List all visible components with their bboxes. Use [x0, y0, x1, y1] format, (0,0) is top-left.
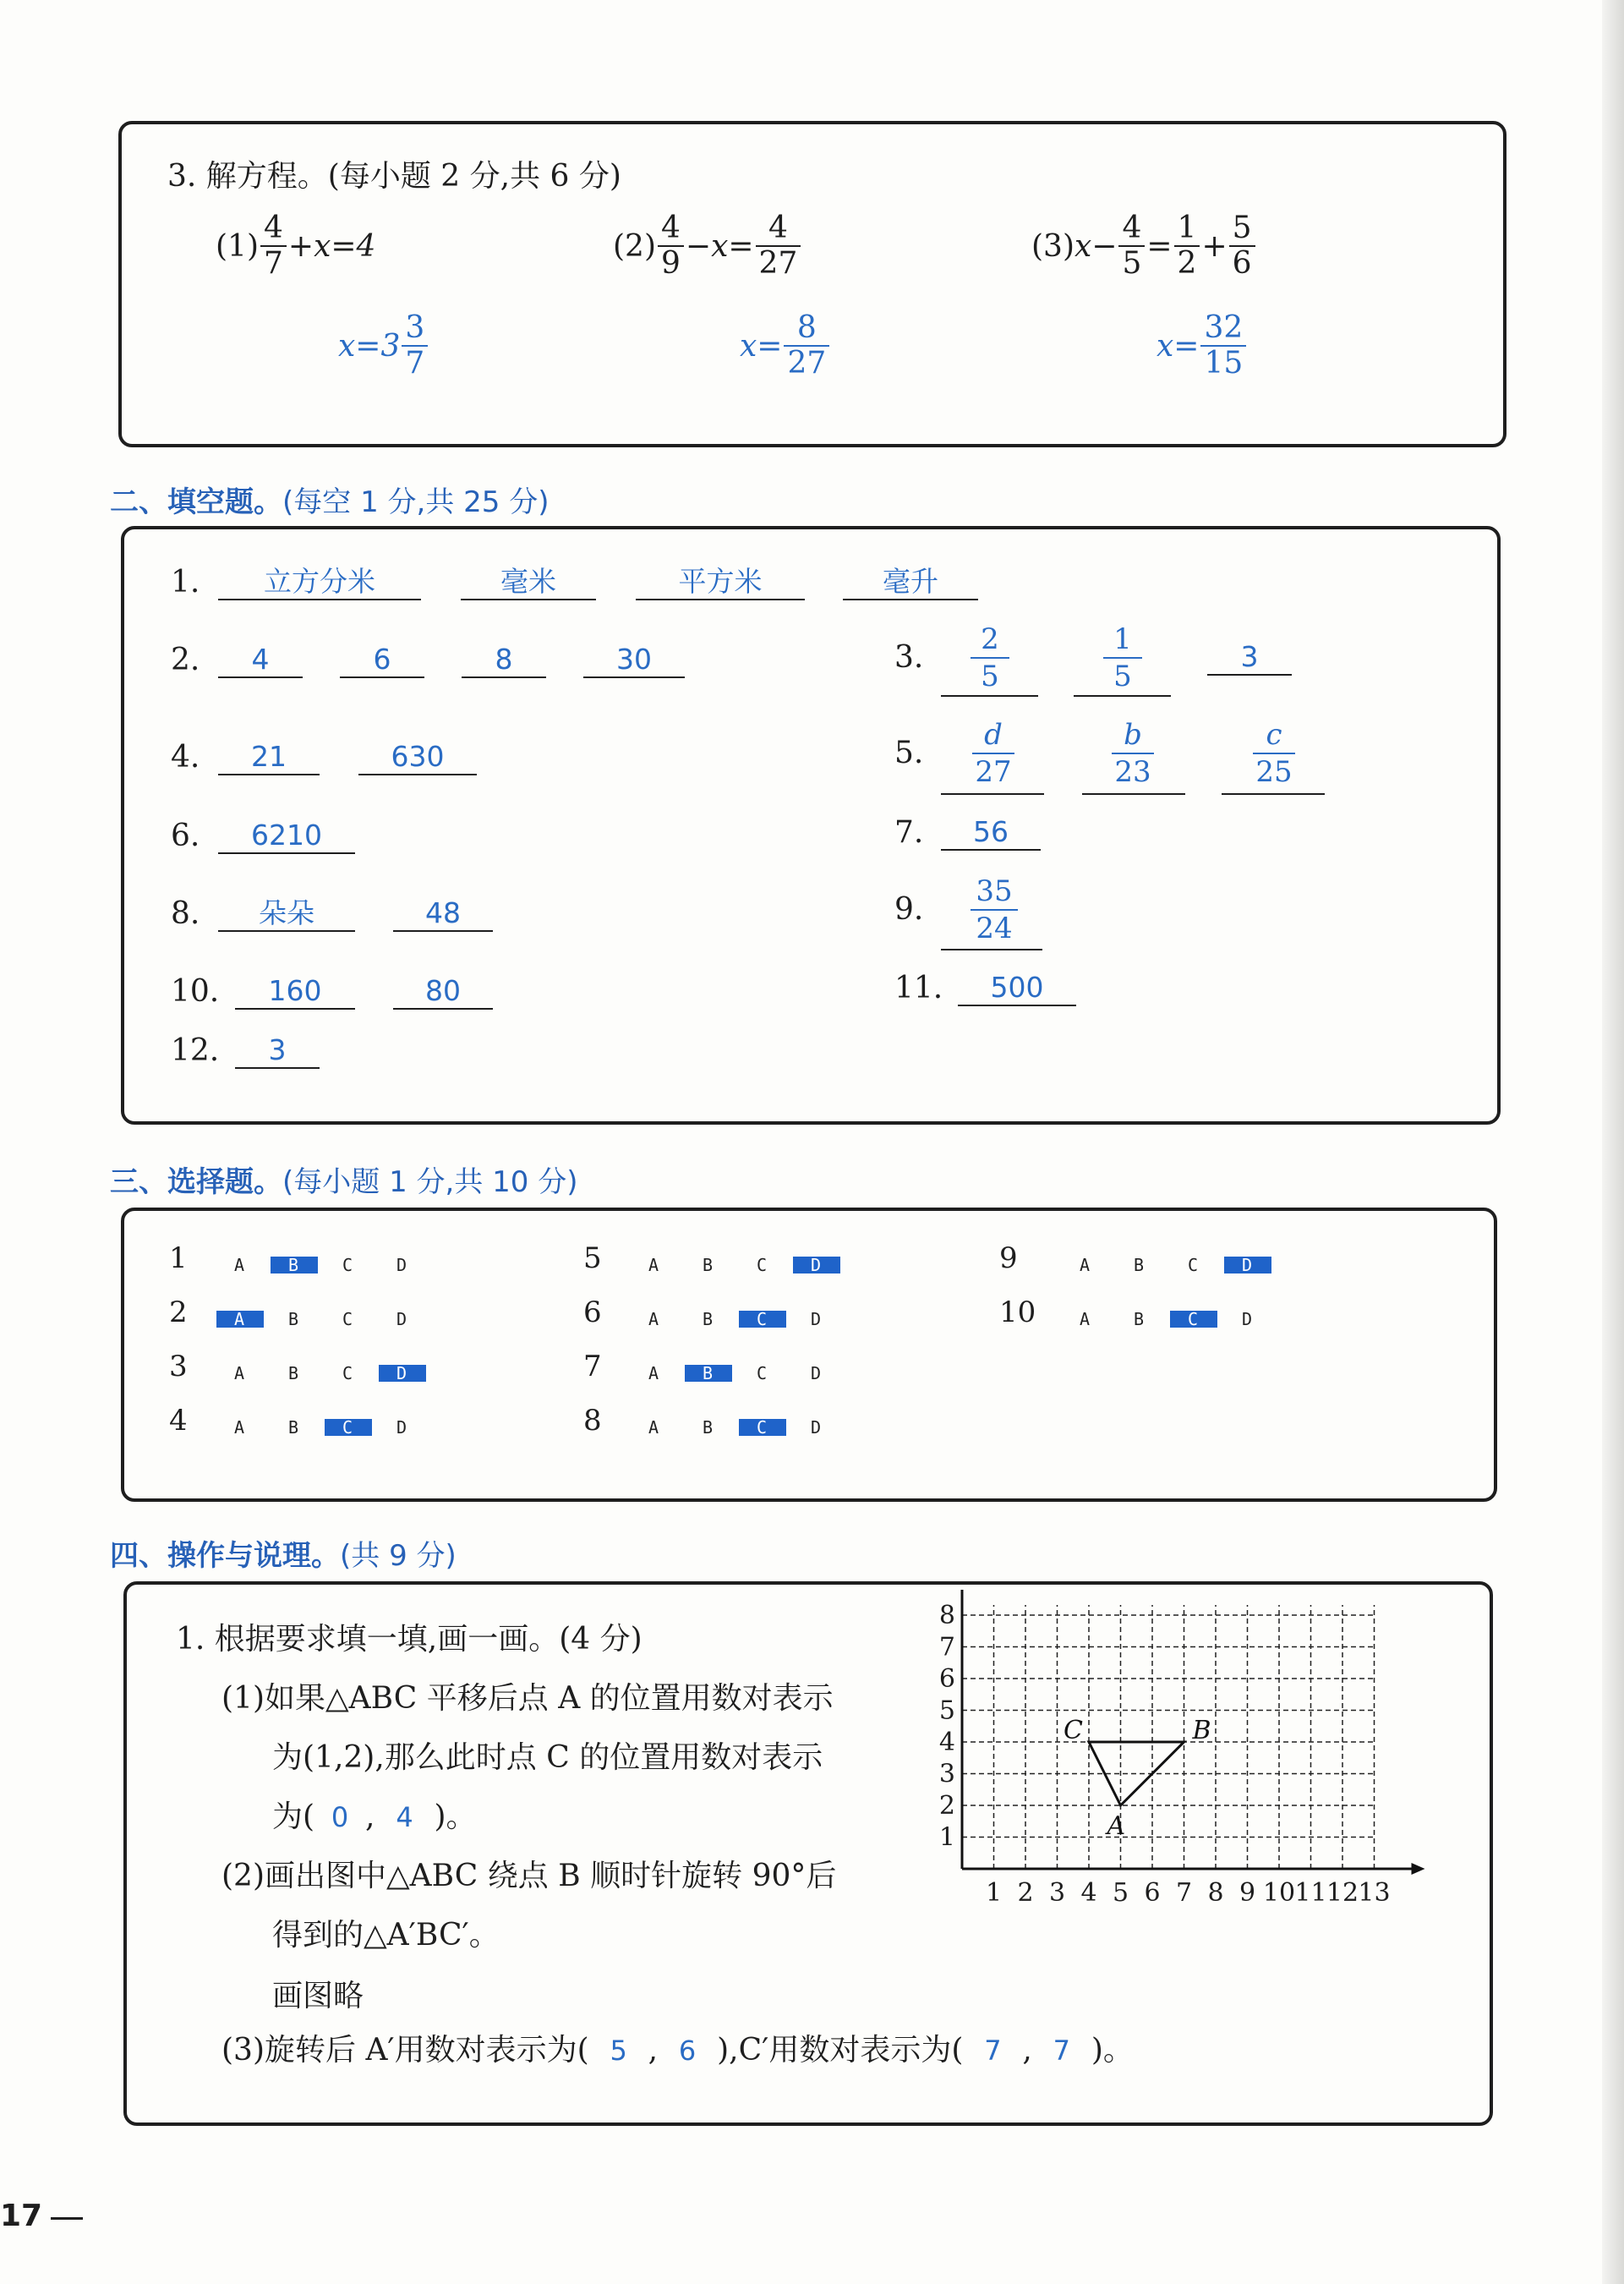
q12-number: 12.	[171, 1033, 220, 1068]
y-tick-label: 4	[938, 1728, 955, 1757]
mc-item-number: 4	[169, 1404, 188, 1438]
q5-fraction-2: b 23	[1112, 717, 1154, 790]
mc-option-b[interactable]: B	[287, 1309, 301, 1329]
q5-underline-2	[1082, 793, 1185, 795]
q1-answer-4: 毫升	[843, 565, 978, 600]
equation-1-rest: +x=4	[287, 228, 376, 264]
section-3-heading: 三、选择题。(每小题 1 分,共 10 分)	[110, 1165, 578, 1199]
x-tick-label: 4	[1080, 1878, 1097, 1908]
mc-item-number: 5	[583, 1241, 602, 1275]
equation-3-fraction-2: $\frac{1}{2}$	[1174, 211, 1200, 281]
mc-item-bubbles	[631, 1419, 840, 1436]
mc-option-b[interactable]: B	[702, 1309, 715, 1329]
mc-item-bubbles	[631, 1365, 840, 1382]
mc-option-d[interactable]: D	[810, 1417, 823, 1438]
mc-item-bubbles	[216, 1311, 426, 1328]
q7-answer-1: 56	[941, 815, 1041, 851]
q10-number: 10.	[171, 974, 220, 1009]
q8-answer-1: 朵朵	[218, 896, 355, 932]
equation-2-answer-fraction: $\frac{8}{27}$	[784, 311, 829, 381]
mc-option-a[interactable]: A	[233, 1255, 247, 1275]
section-4-heading: 四、操作与说理。(共 9 分)	[110, 1539, 457, 1573]
op-sub3-answer-a-x: 5	[610, 2035, 627, 2067]
mc-option-d[interactable]: D	[1241, 1309, 1255, 1329]
mc-item-bubbles	[1062, 1311, 1271, 1328]
mc-option-b[interactable]: B	[1133, 1255, 1146, 1275]
equation-3-answer: x= $\frac{32}{15}$	[1156, 311, 1248, 381]
mc-option-b[interactable]: B	[685, 1365, 732, 1382]
equation-3-label: (3)	[1031, 228, 1074, 264]
x-tick-label: 7	[1175, 1878, 1193, 1908]
mc-option-c[interactable]: C	[1170, 1311, 1217, 1328]
equation-2: (2) $\frac{4}{9}$ −x= $\frac{4}{27}$	[613, 211, 802, 281]
q3-answer-3: 3	[1207, 640, 1292, 676]
mc-option-a[interactable]: A	[648, 1417, 661, 1438]
x-tick-label: 13	[1358, 1878, 1391, 1908]
op-q1-title: 1. 根据要求填一填,画一画。(4 分)	[176, 1622, 642, 1657]
op-sub3-answer-c-y: 7	[1053, 2035, 1070, 2067]
mc-option-c[interactable]: C	[756, 1363, 769, 1383]
x-tick-label: 2	[1017, 1878, 1034, 1908]
mc-option-a[interactable]: A	[233, 1417, 247, 1438]
equation-2-fraction-2: $\frac{4}{27}$	[756, 211, 801, 281]
equation-1	[216, 211, 375, 281]
q3-fraction-2: 1 5	[1103, 622, 1142, 694]
mc-option-c[interactable]: C	[342, 1363, 355, 1383]
q5-fraction-1: d 27	[972, 717, 1014, 790]
vertex-label-b: B	[1192, 1716, 1211, 1745]
mc-option-a[interactable]: A	[1079, 1309, 1092, 1329]
op-sub1-line2: 为(1,2),那么此时点 C 的位置用数对表示	[272, 1740, 823, 1775]
q10-answer-2: 80	[393, 974, 493, 1010]
mc-item-number: 10	[999, 1295, 1036, 1329]
vertex-label-c: C	[1064, 1716, 1083, 1745]
mc-item-bubbles	[631, 1311, 840, 1328]
equation-1-answer: x=3 $\frac{3}{7}$	[338, 311, 429, 381]
mc-option-c[interactable]: C	[1187, 1255, 1200, 1275]
equation-1-answer-fraction: $\frac{3}{7}$	[402, 311, 428, 381]
mc-option-a[interactable]: A	[1079, 1255, 1092, 1275]
mc-item-number: 8	[583, 1404, 602, 1438]
page-number: 17	[0, 2199, 43, 2233]
q2-answer-4: 30	[583, 643, 685, 678]
mc-option-c[interactable]: C	[325, 1419, 372, 1436]
op-sub3-line: (3)旋转后 A′用数对表示为( 5 , 6 ),C′用数对表示为( 7 , 7 )。	[221, 2033, 1134, 2068]
mc-item-bubbles	[1062, 1257, 1271, 1273]
y-tick-label: 2	[938, 1791, 955, 1821]
mc-option-d[interactable]: D	[810, 1309, 823, 1329]
mc-option-d[interactable]: D	[810, 1363, 823, 1383]
mc-option-b[interactable]: B	[702, 1417, 715, 1438]
mc-item-number: 1	[169, 1241, 188, 1275]
q1-number: 1.	[171, 565, 200, 600]
op-sub1-line1: (1)如果△ABC 平移后点 A 的位置用数对表示	[221, 1681, 834, 1716]
q8-answer-2: 48	[393, 896, 493, 932]
q6-number: 6.	[171, 819, 200, 853]
equation-3-answer-fraction: $\frac{32}{15}$	[1200, 311, 1246, 381]
section-2-heading: 二、填空题。(每空 1 分,共 25 分)	[110, 485, 550, 519]
q2-answer-1: 4	[218, 643, 303, 678]
mc-item-number: 3	[169, 1350, 188, 1383]
equations-heading: 3. 解方程。(每小题 2 分,共 6 分)	[167, 159, 621, 194]
op-sub2-line1: (2)画出图中△ABC 绕点 B 顺时针旋转 90°后	[221, 1859, 837, 1893]
mc-item-number: 6	[583, 1295, 602, 1329]
x-tick-label: 12	[1326, 1878, 1359, 1908]
q2-number: 2.	[171, 643, 200, 677]
mc-option-b[interactable]: B	[287, 1417, 301, 1438]
mc-item-bubbles	[216, 1419, 426, 1436]
y-tick-label: 5	[938, 1695, 955, 1726]
mc-option-c[interactable]: C	[342, 1255, 355, 1275]
q5-number: 5.	[894, 736, 924, 770]
op-sub1-answer-y: 4	[396, 1801, 413, 1833]
q1-answer-1: 立方分米	[218, 565, 421, 600]
equation-3-fraction-1: $\frac{4}{5}$	[1118, 211, 1145, 281]
mc-option-b[interactable]: B	[271, 1257, 318, 1273]
op-sub2-answer: 画图略	[272, 1979, 364, 2013]
q1-answer-3: 平方米	[636, 565, 805, 600]
y-tick-label: 8	[938, 1601, 955, 1630]
q11-number: 11.	[894, 971, 943, 1005]
op-sub3-answer-a-y: 6	[678, 2035, 697, 2067]
equation-3-fraction-3: $\frac{5}{6}$	[1229, 211, 1255, 281]
q7-number: 7.	[894, 815, 924, 850]
q5-fraction-3: c 25	[1253, 717, 1295, 790]
mc-option-c[interactable]: C	[739, 1311, 786, 1328]
mc-option-b[interactable]: B	[702, 1255, 715, 1275]
mc-item-bubbles	[216, 1365, 426, 1382]
mc-option-a[interactable]: A	[648, 1309, 661, 1329]
q2-answer-3: 8	[462, 643, 546, 678]
mc-option-d[interactable]: D	[379, 1365, 426, 1382]
q4-number: 4.	[171, 740, 200, 775]
mc-option-d[interactable]: D	[396, 1417, 409, 1438]
x-tick-label: 5	[1112, 1878, 1129, 1908]
mc-option-b[interactable]: B	[1133, 1309, 1146, 1329]
op-sub2-line2: 得到的△A′BC′。	[272, 1918, 500, 1953]
mc-option-b[interactable]: B	[287, 1363, 301, 1383]
mc-option-d[interactable]: D	[793, 1257, 840, 1273]
mc-option-d[interactable]: D	[396, 1255, 409, 1275]
equation-2-answer: x= $\frac{8}{27}$	[740, 311, 831, 381]
mc-item-bubbles	[216, 1257, 426, 1273]
mc-option-a[interactable]: A	[216, 1311, 264, 1328]
op-sub3-answer-c-x: 7	[984, 2035, 1002, 2067]
q9-underline	[941, 949, 1042, 950]
q6-answer-1: 6210	[218, 819, 355, 854]
q9-number: 9.	[894, 892, 924, 927]
page-number-dash	[51, 2217, 83, 2220]
mc-option-d[interactable]: D	[396, 1309, 409, 1329]
mc-item-number: 9	[999, 1241, 1018, 1275]
x-tick-label: 10	[1262, 1878, 1296, 1908]
equation-1-fraction: $\frac{4}{7}$	[260, 211, 287, 281]
q3-fraction-1: 2 5	[971, 622, 1009, 694]
q4-answer-1: 21	[218, 740, 320, 775]
x-tick-label: 8	[1207, 1878, 1224, 1908]
q8-number: 8.	[171, 896, 200, 931]
mc-item-number: 2	[169, 1295, 188, 1329]
equation-2-label: (2)	[613, 228, 656, 264]
q3-number: 3.	[894, 640, 924, 675]
vertex-label-a: A	[1107, 1811, 1126, 1841]
y-tick-label: 6	[938, 1664, 955, 1694]
x-tick-label: 6	[1144, 1878, 1161, 1908]
q10-answer-1: 160	[235, 974, 355, 1010]
equation-1-label: (1)	[216, 228, 259, 264]
q5-underline-3	[1222, 793, 1325, 795]
x-tick-label: 3	[1048, 1878, 1066, 1908]
q3-underline-2	[1074, 695, 1171, 697]
mc-option-d[interactable]: D	[1224, 1257, 1271, 1273]
mc-item-number: 7	[583, 1350, 602, 1383]
q12-answer-1: 3	[235, 1033, 320, 1069]
q5-underline-1	[941, 793, 1044, 795]
y-tick-label: 1	[938, 1822, 955, 1853]
op-sub1-answer-x: 0	[331, 1801, 349, 1833]
y-tick-label: 7	[938, 1632, 955, 1662]
q1-answer-2: 毫米	[461, 565, 596, 600]
page-edge-shadow	[1602, 0, 1624, 2284]
multiple-choice-box	[121, 1208, 1497, 1502]
mc-option-a[interactable]: A	[233, 1363, 247, 1383]
mc-option-c[interactable]: C	[756, 1255, 769, 1275]
q3-underline-1	[941, 695, 1038, 697]
q11-answer-1: 500	[958, 971, 1076, 1006]
equation-3: (3) x− $\frac{4}{5}$ = $\frac{1}{2}$ + $\frac{5}{6}$	[1031, 211, 1257, 281]
q2-answer-2: 6	[340, 643, 424, 678]
q9-fraction: 35 24	[971, 874, 1018, 946]
mc-option-c[interactable]: C	[342, 1309, 355, 1329]
q4-answer-2: 630	[358, 740, 477, 775]
mc-item-bubbles	[631, 1257, 840, 1273]
equation-2-fraction-1: $\frac{4}{9}$	[658, 211, 684, 281]
x-tick-label: 9	[1239, 1878, 1256, 1908]
x-axis-arrow	[1412, 1863, 1425, 1875]
x-tick-label: 1	[985, 1878, 1003, 1908]
y-tick-label: 3	[938, 1759, 955, 1789]
coordinate-grid-figure	[930, 1590, 1454, 1928]
mc-option-a[interactable]: A	[648, 1255, 661, 1275]
op-sub1-line3: 为( 0 , 4 )。	[272, 1799, 477, 1834]
mc-option-c[interactable]: C	[739, 1419, 786, 1436]
x-tick-label: 11	[1294, 1878, 1327, 1908]
mc-option-a[interactable]: A	[648, 1363, 661, 1383]
